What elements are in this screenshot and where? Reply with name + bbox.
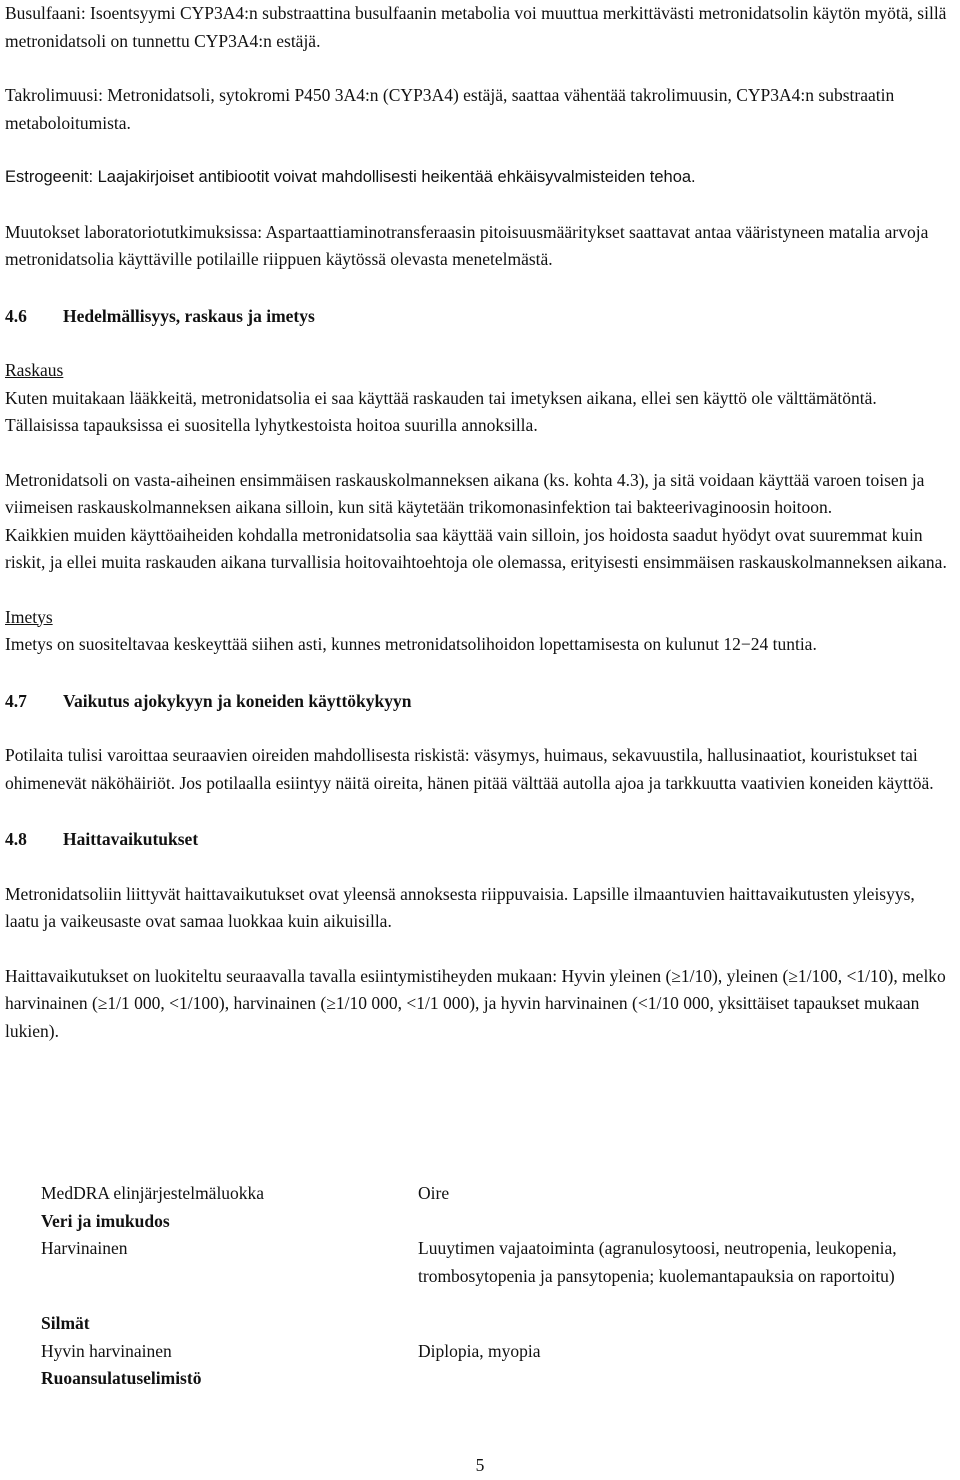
- raskaus-subheading: Raskaus: [5, 360, 64, 380]
- organ-class-eyes: Silmät: [41, 1313, 90, 1333]
- table-group-row: [41, 1365, 901, 1393]
- table-group-row: [41, 1208, 901, 1236]
- section-number: 4.6: [5, 305, 27, 326]
- table-header-symptom: Oire: [418, 1183, 450, 1203]
- section-4-8-paragraph-1: Metronidatsoliin liittyvät haittavaikutukset ovat yleensä annoksesta riippuvaisia. Lapsille ilmaantuvien haittavaikutusten yleisyys, laatu ja vaikeusaste ovat samaa luokkaa kuin aikuisilla.: [5, 883, 915, 931]
- page-number: 5: [475, 1455, 485, 1475]
- busulfaani-paragraph: Busulfaani: Isoentsyymi CYP3A4:n substraattina busulfaanin metabolia voi muuttua merkittävästi metronidatsolin käytön myötä, sillä metronidatsoli on tunnettu CYP3A4:n estäjä.: [5, 3, 947, 51]
- section-title: Vaikutus ajokykyyn ja koneiden käyttökykyyn: [63, 690, 412, 711]
- raskaus-paragraph-1: Kuten muitakaan lääkkeitä, metronidatsolia ei saa käyttää raskauden tai imetyksen aikana, ellei sen käyttö ole välttämätöntä. Tällaisissa tapauksissa ei suositella lyhytkestoista hoitoa suurilla annoksilla.: [5, 387, 877, 435]
- section-4-6-heading: [5, 303, 953, 331]
- section-4-7-paragraph: Potilaita tulisi varoittaa seuraavien oireiden mahdollisesta riskistä: väsymys, huimaus, sekavuustila, hallusinaatiot, kouristukset tai ohimenevät näköhäiriöt. Jos potilaalla esiintyy näitä oireita, hänen pitää välttää autolla ajoa ja tarkkuutta vaativien koneiden käyttöä.: [5, 745, 934, 793]
- document-page: [5, 0, 953, 1045]
- section-4-7-heading: [5, 688, 953, 716]
- frequency-cell: Hyvin harvinainen: [41, 1340, 172, 1361]
- section-4-8-paragraph-2: Haittavaikutukset on luokiteltu seuraavalla tavalla esiintymistiheyden mukaan: Hyvin yleinen (≥1/10), yleinen (≥1/100, <1/10), melko harvinainen (≥1/1 000, <1/100), harvinainen (≥1/10 000, <1/1 000), ja hyvin harvinainen (<1/10 000, yksittäiset tapaukset mukaan lukien).: [5, 965, 946, 1041]
- table-header-class: MedDRA elinjärjestelmäluokka: [41, 1183, 265, 1203]
- table-row: [41, 1338, 901, 1366]
- section-4-8-heading: [5, 826, 953, 854]
- organ-class-blood: Veri ja imukudos: [41, 1210, 170, 1231]
- frequency-cell: Harvinainen: [41, 1238, 128, 1258]
- raskaus-paragraph-2: Metronidatsoli on vasta-aiheinen ensimmäisen raskauskolmanneksen aikana (ks. kohta 4.3), ja sitä voidaan käyttää varoen toisen ja viimeisen raskauskolmanneksen aikana silloin, kun sitä käytetään trikomonasinfektion tai bakteerivaginoosin hoitoon.: [5, 469, 925, 517]
- raskaus-paragraph-3: Kaikkien muiden käyttöaiheiden kohdalla metronidatsolia saa käyttää vain silloin, jos hoidosta saadut hyödyt ovat suuremmat kuin riskit, ja ellei muita raskauden aikana turvallisia hoitovaihtoehtoja ole olemassa, erityisesti ensimmäisen raskauskolmanneksen aikana.: [5, 524, 947, 572]
- laboratory-changes-paragraph: Muutokset laboratoriotutkimuksissa: Aspartaattiaminotransferaasin pitoisuusmääritykset saattavat antaa vääristyneen matalia arvoja metronidatsolia käyttäville potilaille riippuen käytössä olevasta menetelmästä.: [5, 221, 929, 269]
- adverse-effects-table: [41, 1180, 901, 1393]
- imetys-subheading: Imetys: [5, 606, 53, 627]
- table-header-row: [41, 1180, 901, 1208]
- organ-class-gastrointestinal: Ruoansulatuselimistö: [41, 1368, 202, 1388]
- estrogeenit-paragraph: Estrogeenit: Laajakirjoiset antibiootit voivat mahdollisesti heikentää ehkäisyvalmisteiden tehoa.: [5, 168, 696, 186]
- symptom-cell: Diplopia, myopia: [418, 1340, 541, 1361]
- table-group-row: [41, 1310, 901, 1338]
- imetys-paragraph: Imetys on suositeltavaa keskeyttää siihen asti, kunnes metronidatsolihoidon lopettamisesta on kulunut 12−24 tuntia.: [5, 634, 817, 654]
- symptom-cell: Luuytimen vajaatoiminta (agranulosytoosi, neutropenia, leukopenia, trombosytopenia ja pansytopenia; kuolemantapauksia on raportoitu): [418, 1238, 897, 1286]
- section-title: Haittavaikutukset: [63, 829, 199, 849]
- section-number: 4.8: [5, 829, 27, 849]
- section-number: 4.7: [5, 690, 27, 711]
- table-row: [41, 1235, 901, 1290]
- takrolimuusi-paragraph: Takrolimuusi: Metronidatsoli, sytokromi P450 3A4:n (CYP3A4) estäjä, saattaa vähentää takrolimuusin, CYP3A4:n substraatin metaboloitumista.: [5, 85, 895, 133]
- section-title: Hedelmällisyys, raskaus ja imetys: [63, 305, 315, 326]
